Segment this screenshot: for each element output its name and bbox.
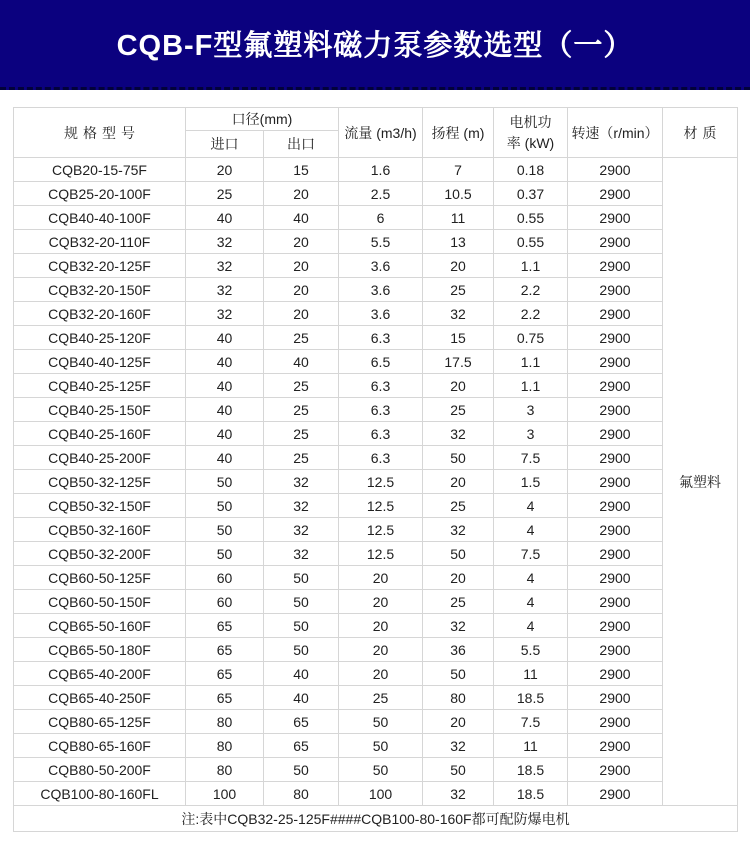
cell-flow: 50 [339,710,423,734]
column-header-motor-power [494,108,568,158]
cell-power: 4 [494,614,568,638]
table-row [14,518,738,542]
cell-flow: 6 [339,206,423,230]
cell-model: CQB40-25-120F [14,326,186,350]
cell-speed: 2900 [568,758,663,782]
cell-flow: 20 [339,614,423,638]
cell-inlet: 40 [186,398,264,422]
table-note: 注:表中CQB32-25-125F####CQB100-80-160F都可配防爆电机 [14,806,738,832]
cell-power: 0.55 [494,230,568,254]
cell-power: 0.18 [494,158,568,182]
cell-speed: 2900 [568,638,663,662]
cell-flow: 6.3 [339,374,423,398]
cell-model: CQB65-50-180F [14,638,186,662]
cell-outlet: 40 [264,350,339,374]
cell-inlet: 60 [186,590,264,614]
cell-outlet: 40 [264,686,339,710]
cell-model: CQB100-80-160FL [14,782,186,806]
cell-model: CQB65-40-200F [14,662,186,686]
cell-model: CQB60-50-150F [14,590,186,614]
table-row [14,662,738,686]
cell-flow: 20 [339,662,423,686]
cell-inlet: 50 [186,494,264,518]
table-row [14,614,738,638]
cell-flow: 3.6 [339,302,423,326]
cell-speed: 2900 [568,518,663,542]
cell-power: 7.5 [494,542,568,566]
cell-flow: 12.5 [339,518,423,542]
cell-inlet: 40 [186,326,264,350]
cell-flow: 25 [339,686,423,710]
cell-flow: 50 [339,758,423,782]
cell-outlet: 15 [264,158,339,182]
cell-flow: 6.3 [339,446,423,470]
cell-outlet: 20 [264,302,339,326]
cell-inlet: 80 [186,734,264,758]
cell-inlet: 65 [186,662,264,686]
table-row [14,782,738,806]
cell-model: CQB50-32-160F [14,518,186,542]
cell-model: CQB80-50-200F [14,758,186,782]
cell-model: CQB80-65-125F [14,710,186,734]
cell-inlet: 32 [186,302,264,326]
cell-inlet: 40 [186,350,264,374]
cell-speed: 2900 [568,710,663,734]
cell-inlet: 40 [186,422,264,446]
cell-flow: 6.5 [339,350,423,374]
cell-head: 32 [423,614,494,638]
cell-model: CQB50-32-150F [14,494,186,518]
cell-head: 32 [423,302,494,326]
table-row [14,302,738,326]
cell-outlet: 50 [264,638,339,662]
cell-inlet: 32 [186,254,264,278]
cell-head: 20 [423,374,494,398]
cell-flow: 20 [339,590,423,614]
cell-model: CQB40-25-150F [14,398,186,422]
table-row [14,686,738,710]
cell-inlet: 50 [186,542,264,566]
cell-power: 2.2 [494,302,568,326]
cell-head: 25 [423,590,494,614]
column-header-material: 材质 [663,108,738,158]
cell-head: 20 [423,470,494,494]
cell-power: 7.5 [494,710,568,734]
table-row [14,494,738,518]
cell-inlet: 32 [186,278,264,302]
cell-flow: 12.5 [339,542,423,566]
table-row [14,254,738,278]
cell-power: 3 [494,422,568,446]
cell-head: 50 [423,758,494,782]
column-header-diameter-group: 口径(mm) [186,108,339,131]
cell-power: 11 [494,662,568,686]
cell-outlet: 50 [264,758,339,782]
cell-outlet: 25 [264,422,339,446]
cell-power: 1.1 [494,350,568,374]
cell-power: 18.5 [494,686,568,710]
pump-spec-table [13,107,738,832]
cell-power: 1.1 [494,374,568,398]
cell-outlet: 25 [264,374,339,398]
cell-speed: 2900 [568,614,663,638]
cell-inlet: 50 [186,518,264,542]
cell-power: 4 [494,590,568,614]
cell-model: CQB32-20-125F [14,254,186,278]
column-header-flow: 流量 (m3/h) [339,108,423,158]
cell-speed: 2900 [568,566,663,590]
motor-power-label-line1: 电机功 [509,113,552,130]
cell-head: 13 [423,230,494,254]
cell-speed: 2900 [568,398,663,422]
cell-speed: 2900 [568,470,663,494]
note-row [14,806,738,832]
cell-head: 20 [423,254,494,278]
motor-power-label-line2: 率 (kW) [506,134,555,151]
cell-outlet: 20 [264,278,339,302]
cell-model: CQB40-40-125F [14,350,186,374]
cell-flow: 12.5 [339,494,423,518]
cell-outlet: 25 [264,398,339,422]
cell-speed: 2900 [568,422,663,446]
cell-flow: 3.6 [339,278,423,302]
cell-power: 4 [494,518,568,542]
table-row [14,710,738,734]
cell-model: CQB40-40-100F [14,206,186,230]
table-row [14,230,738,254]
cell-model: CQB80-65-160F [14,734,186,758]
cell-power: 7.5 [494,446,568,470]
cell-flow: 1.6 [339,158,423,182]
title-banner [0,0,750,90]
cell-speed: 2900 [568,158,663,182]
cell-outlet: 32 [264,494,339,518]
cell-model: CQB32-20-110F [14,230,186,254]
table-row [14,278,738,302]
cell-head: 20 [423,710,494,734]
cell-model: CQB40-25-160F [14,422,186,446]
table-row [14,734,738,758]
cell-head: 32 [423,734,494,758]
cell-flow: 12.5 [339,470,423,494]
cell-head: 50 [423,542,494,566]
cell-speed: 2900 [568,734,663,758]
cell-speed: 2900 [568,350,663,374]
cell-model: CQB25-20-100F [14,182,186,206]
cell-head: 15 [423,326,494,350]
table-row [14,206,738,230]
table-row [14,350,738,374]
cell-model: CQB60-50-125F [14,566,186,590]
cell-outlet: 32 [264,518,339,542]
cell-outlet: 25 [264,326,339,350]
cell-head: 32 [423,782,494,806]
cell-model: CQB65-50-160F [14,614,186,638]
table-row [14,374,738,398]
cell-power: 0.55 [494,206,568,230]
cell-model: CQB20-15-75F [14,158,186,182]
cell-head: 80 [423,686,494,710]
cell-speed: 2900 [568,374,663,398]
cell-inlet: 60 [186,566,264,590]
cell-flow: 20 [339,638,423,662]
cell-head: 25 [423,494,494,518]
table-row [14,542,738,566]
cell-outlet: 20 [264,230,339,254]
cell-power: 0.37 [494,182,568,206]
page-title: CQB-F型氟塑料磁力泵参数选型（一） [116,30,634,62]
cell-inlet: 40 [186,374,264,398]
cell-head: 25 [423,278,494,302]
cell-inlet: 25 [186,182,264,206]
cell-head: 10.5 [423,182,494,206]
cell-power: 11 [494,734,568,758]
cell-inlet: 32 [186,230,264,254]
cell-flow: 6.3 [339,422,423,446]
table-row [14,758,738,782]
cell-outlet: 25 [264,446,339,470]
cell-speed: 2900 [568,590,663,614]
cell-speed: 2900 [568,182,663,206]
cell-model: CQB32-20-160F [14,302,186,326]
cell-power: 18.5 [494,782,568,806]
cell-material: 氟塑料 [663,158,738,806]
cell-outlet: 50 [264,566,339,590]
cell-speed: 2900 [568,278,663,302]
cell-head: 36 [423,638,494,662]
cell-inlet: 65 [186,638,264,662]
table-body [14,158,738,806]
cell-power: 4 [494,566,568,590]
cell-speed: 2900 [568,230,663,254]
cell-power: 5.5 [494,638,568,662]
cell-inlet: 80 [186,758,264,782]
cell-speed: 2900 [568,542,663,566]
cell-head: 7 [423,158,494,182]
cell-speed: 2900 [568,302,663,326]
cell-model: CQB50-32-125F [14,470,186,494]
cell-inlet: 40 [186,446,264,470]
cell-flow: 3.6 [339,254,423,278]
cell-inlet: 20 [186,158,264,182]
table-row [14,638,738,662]
cell-speed: 2900 [568,446,663,470]
cell-power: 0.75 [494,326,568,350]
cell-flow: 6.3 [339,326,423,350]
cell-outlet: 50 [264,590,339,614]
table-row [14,398,738,422]
cell-inlet: 40 [186,206,264,230]
cell-head: 25 [423,398,494,422]
cell-model: CQB40-25-125F [14,374,186,398]
table-header [14,108,738,158]
cell-power: 1.5 [494,470,568,494]
table-row [14,158,738,182]
column-header-speed: 转速（r/min） [568,108,663,158]
cell-power: 4 [494,494,568,518]
cell-outlet: 32 [264,542,339,566]
cell-outlet: 65 [264,710,339,734]
cell-speed: 2900 [568,494,663,518]
cell-power: 2.2 [494,278,568,302]
cell-speed: 2900 [568,254,663,278]
cell-flow: 20 [339,566,423,590]
cell-head: 50 [423,446,494,470]
cell-power: 1.1 [494,254,568,278]
cell-power: 3 [494,398,568,422]
cell-outlet: 65 [264,734,339,758]
cell-outlet: 40 [264,206,339,230]
cell-speed: 2900 [568,206,663,230]
cell-model: CQB65-40-250F [14,686,186,710]
table-row [14,326,738,350]
cell-outlet: 50 [264,614,339,638]
cell-outlet: 40 [264,662,339,686]
cell-speed: 2900 [568,326,663,350]
cell-head: 17.5 [423,350,494,374]
table-row [14,422,738,446]
cell-inlet: 65 [186,686,264,710]
cell-outlet: 80 [264,782,339,806]
cell-outlet: 20 [264,182,339,206]
table-row [14,446,738,470]
cell-speed: 2900 [568,686,663,710]
cell-flow: 100 [339,782,423,806]
cell-flow: 50 [339,734,423,758]
cell-flow: 6.3 [339,398,423,422]
cell-inlet: 65 [186,614,264,638]
column-header-outlet: 出口 [264,131,339,158]
table-row [14,566,738,590]
cell-flow: 5.5 [339,230,423,254]
cell-head: 32 [423,518,494,542]
cell-head: 32 [423,422,494,446]
cell-outlet: 32 [264,470,339,494]
cell-inlet: 100 [186,782,264,806]
cell-speed: 2900 [568,782,663,806]
cell-outlet: 20 [264,254,339,278]
column-header-inlet: 进口 [186,131,264,158]
table-row [14,182,738,206]
column-header-model: 规格型号 [14,108,186,158]
cell-flow: 2.5 [339,182,423,206]
cell-model: CQB50-32-200F [14,542,186,566]
cell-head: 50 [423,662,494,686]
cell-model: CQB40-25-200F [14,446,186,470]
table-row [14,470,738,494]
cell-inlet: 50 [186,470,264,494]
table-row [14,590,738,614]
cell-model: CQB32-20-150F [14,278,186,302]
cell-head: 20 [423,566,494,590]
column-header-head: 扬程 (m) [423,108,494,158]
cell-power: 18.5 [494,758,568,782]
cell-inlet: 80 [186,710,264,734]
cell-speed: 2900 [568,662,663,686]
cell-head: 11 [423,206,494,230]
